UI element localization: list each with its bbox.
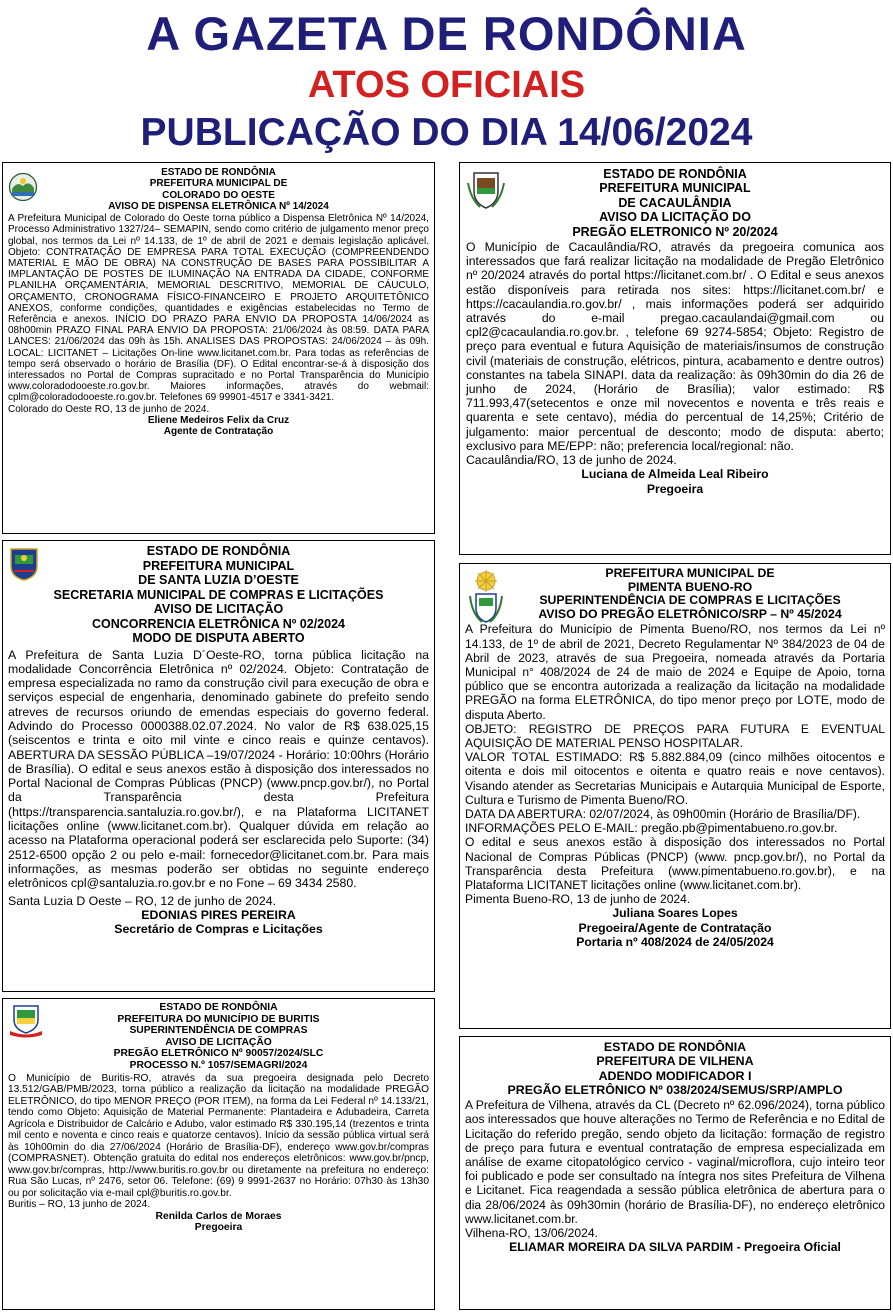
header-line: SECRETARIA MUNICIPAL DE COMPRAS E LICITAÇÕES <box>53 587 384 602</box>
header-line: ESTADO DE RONDÔNIA <box>159 1002 278 1013</box>
header-line: PREFEITURA MUNICIPAL <box>142 558 295 573</box>
signer-ordinance: Portaria nº 408/2024 de 24/05/2024 <box>576 934 774 949</box>
masthead <box>0 0 893 160</box>
notice-colorado-do-oeste <box>2 162 435 534</box>
pimenta-bueno-crest-icon <box>466 568 506 626</box>
header-line: ESTADO DE RONDÔNIA <box>603 1040 747 1054</box>
signer-name: Eliene Medeiros Felix da Cruz <box>147 414 290 426</box>
header-line: PREFEITURA MUNICIPAL DE <box>605 566 775 580</box>
notice-paragraph: VALOR TOTAL ESTIMADO: R$ 5.882.884,09 (cinco milhões oitocentos e oitenta e dois mil oitocentos e oitenta e quatro reais e nove centavos). Visando atender as Secretarias Municipais e Autarquia Municipal de Esporte, Cultura e Turismo de Pimenta Bueno/RO. <box>465 750 885 807</box>
notice-header <box>465 1040 885 1097</box>
header-line: DE CACAULÂNDIA <box>618 195 732 210</box>
signer-role: Secretário de Compras e Licitações <box>114 922 323 937</box>
notice-signature <box>8 415 429 438</box>
newspaper-title: A GAZETA DE RONDÔNIA <box>146 7 747 60</box>
header-line: PREFEITURA DE VILHENA <box>596 1054 754 1069</box>
notice-header <box>8 1002 429 1072</box>
header-line: COLORADO DO OESTE <box>162 189 275 201</box>
header-line: PIMENTA BUENO-RO <box>627 579 753 594</box>
santa-luzia-crest-icon <box>8 546 40 582</box>
header-line: PREFEITURA MUNICIPAL <box>599 181 751 196</box>
notice-paragraph: O edital e seus anexos estão à disposição dos interessados no Portal Nacional de Compras Públicas (PNCP) (www. pncp.gov.br/), no Portal da Transparência desta Prefeitura (www.pimentabueno.ro.gov.br), e na Plataforma LICITANET licitações online (www.licitanet.com.br). <box>465 835 885 893</box>
signer-name: ELIAMAR MOREIRA DA SILVA PARDIM - Pregoeira Oficial <box>509 1240 841 1255</box>
header-line: ESTADO DE RONDÔNIA <box>161 167 276 178</box>
signer-role: Pregoeira/Agente de Contratação <box>578 920 772 935</box>
signer-role: Pregoeira <box>646 481 704 496</box>
notice-buritis <box>2 998 435 1310</box>
notice-header <box>8 544 429 646</box>
header-line: AVISO DE LICITAÇÃO <box>165 1036 272 1048</box>
header-line: DE SANTA LUZIA D’OESTE <box>138 573 299 587</box>
notice-closing: Vilhena-RO, 13/06/2024. <box>465 1226 598 1241</box>
header-line: PREFEITURA DO MUNICÍPIO DE BURITIS <box>117 1013 320 1025</box>
notice-cacaulandia <box>459 162 891 555</box>
header-line: PREGÃO ELETRÔNICO Nº 038/2024/SEMUS/SRP/AMPLO <box>507 1082 843 1097</box>
notice-closing: Pimenta Bueno-RO, 13 de junho de 2024. <box>465 892 691 907</box>
signer-name: Renilda Carlos de Moraes <box>155 1210 282 1222</box>
notice-header <box>465 567 885 621</box>
buritis-crest-icon <box>8 1002 44 1038</box>
notice-signature <box>466 467 884 496</box>
notice-signature <box>8 1211 429 1235</box>
notice-body: A Prefeitura de Santa Luzia D´Oeste-RO, torna pública licitação na modalidade Concorrência Eletrônica nº 02/2024. Objeto: Contratação de empresa especializada no ramo da construção civil para execução de obra e serviços especial de engenharia, denominado gabinete do prefeito sendo atreves de recursos oriundo de emendas especiais do governo federal. Advindo do Processo 0000388.02.07.2024. No valor de R$ 638.025,15 (seiscentos e trinta e oito mil vinte e cinco reais e quinze centavos). ABERTURA DA SESSÃO PÚBLICA –19/07/2024 - Horário: 10:00hrs (Horário de Brasília). O edital e seus anexos estão à disposição dos interessados no Portal Nacional de Compras Públicas (PNCP) (www.pncp.gov.br/), no Portal da Transparência desta Prefeitura (https://transparencia.santaluzia.ro.gov.br/), e na Plataforma LICITANET licitações online (www.licitanet.com.br). Qualquer dúvida em relação ao acesso na Plataforma operacional poderá ser esclarecida pelo Suporte: (34) 2512-6500 opção 2 ou pelo e-mail: fornecedor@licitanet.com.br. Para mais informações, as mesmas poderão ser obtidas no seguinte endereço eletrônicos cpl@santaluzia.ro.gov.br e no Fone – 69 3434 2580. <box>8 647 429 891</box>
header-line: CONCORRENCIA ELETRÔNICA Nº 02/2024 <box>92 616 345 631</box>
header-line: MODO DE DISPUTA ABERTO <box>132 631 305 645</box>
header-line: PREFEITURA MUNICIPAL DE <box>149 178 288 190</box>
notice-vilhena <box>459 1036 891 1310</box>
header-line: AVISO DE LICITAÇÃO <box>153 602 284 616</box>
cacaulandia-crest-icon <box>466 169 506 211</box>
header-line: AVISO DA LICITAÇÃO DO <box>599 210 751 225</box>
header-line: ESTADO DE RONDÔNIA <box>146 544 291 558</box>
section-title: ATOS OFICIAIS <box>307 64 586 106</box>
notice-body: A Prefeitura Municipal de Colorado do Oeste torna público a Dispensa Eletrônica Nº 14/2024, Processo Administrativo 1327/24– SEMAPIN, sendo como critério de julgamento menor preço global, nos termos da Lei nº 14.133, de 1º de abril de 2021 e demais legislação aplicável. Objeto: CONTRATAÇÃO DE EMPRESA PARA TOTAL EXECUÇÃO (COMPREENDENDO MATERIAL E MÃO DE OBRA) NA CONSTRUÇÃO DE BASES PARA POSSIBILITAR A IMPLANTAÇÃO DE POSTES DE ILUMINAÇÃO NA ENTRADA DA CIDADE, CONFORME PLANILHA ORÇAMENTÁRIA, MEMORIAL DESCRITIVO, MEMORIAL DE CÁUCULO, ORÇAMENTO, CRONOGRAMA FÍSICO-FINANCEIRO E PROJETO ARQUITETÔNICO ANEXOS, conforme condições, quantidades e exigências estabelecidas no Termo de Referência e anexos. INÍCIO DO PRAZO PARA ENVIO DA PROPOSTA 14/06/2024 as 08h00min PRAZO FINAL PARA ENVIO DA PROPOSTA: 21/06/2024 às 08:59. DATA PARA LANCES: 21/06/2024 das 09h às 15h. ANALISES DAS PROPOSTAS: 24/06/2024 – às 09h. LOCAL: LICITANET – Licitações On-line www.licitanet.com.br. Para todas as referências de tempo será observado o horário de Brasília (DF). O Edital encontrar-se-á à disposição dos interessados no Portal de Compras supracitado e no Portal Transparência do Município www.coloradodooeste.ro.gov.br. Maiores informações, através do webmail: cplm@coloradodooeste.ro.gov.br. Telefones 69 99901-4517 e 3341-3421. <box>8 213 429 404</box>
signer-name: Juliana Soares Lopes <box>612 906 738 921</box>
header-line: PREGÃO ELETRONICO Nº 20/2024 <box>572 224 778 239</box>
signer-role: Agente de Contratação <box>163 426 274 438</box>
notice-body: A Prefeitura do Município de Pimenta Bueno/RO, nos termos da Lei nº 14.133, de 1º de abril de 2021, Decreto Regulamentar Nº 384/2023 de 04 de Abril de 2023, através de sua Pregoeira, nomeada através da Portaria Municipal n° 408/2024 de 24 de maio de 2024 e Equipe de Apoio, torna público que se encontra autorizada a realização da licitação na modalidade PREGÃO na forma ELETRÔNICA, do tipo menor preço por LOTE, modo de disputa Aberto. <box>465 622 885 722</box>
header-line: ESTADO DE RONDÔNIA <box>603 167 747 181</box>
notice-header <box>466 167 884 239</box>
notice-paragraph: OBJETO: REGISTRO DE PREÇOS PARA FUTURA E EVENTUAL AQUISIÇÃO DE MATERIAL PENSO HOSPITALAR. <box>465 721 885 750</box>
notice-signature <box>465 906 885 949</box>
notice-closing: Cacaulândia/RO, 13 de junho de 2024. <box>466 453 677 468</box>
notice-closing: Colorado do Oeste RO, 13 de junho de 2024. <box>8 403 210 415</box>
notice-pimenta-bueno <box>459 563 891 1029</box>
header-line: ADENDO MODIFICADOR I <box>598 1068 752 1083</box>
header-line: SUPERINTENDÊNCIA DE COMPRAS <box>129 1025 308 1037</box>
signer-name: EDONIAS PIRES PEREIRA <box>141 907 296 922</box>
notice-santa-luzia <box>2 540 435 992</box>
notice-signature <box>8 908 429 937</box>
header-line: PROCESSO N.º 1057/SEMAGRI/2024 <box>129 1059 308 1071</box>
signer-role: Pregoeira <box>194 1222 243 1234</box>
publication-date: PUBLICAÇÃO DO DIA 14/06/2024 <box>140 111 753 154</box>
notice-header <box>8 167 429 212</box>
notice-closing: Buritis – RO, 13 junho de 2024. <box>8 1199 151 1211</box>
signer-name: Luciana de Almeida Leal Ribeiro <box>581 467 769 482</box>
notice-signature <box>465 1240 885 1255</box>
header-line: AVISO DE DISPENSA ELETRÔNICA Nº 14/2024 <box>108 200 329 212</box>
notice-body: O Município de Cacaulândia/RO, através da pregoeira comunica aos interessados que fará realizar licitação na modalidade de Pregão Eletrônico nº 20/2024 através do portal https://licitanet.com.br/ . O Edital e seus anexos estão disponíveis para retirada nos sites: https://licitanet.com.br/ e https://cacaulandia.ro.gov.br/ , mais informações poderá ser adquirido através do e-mail pregao.cacaulandai@gmail.com ou cpl2@cacaulandia.ro.gov.br. , telefone 69 9274-5854; Objeto: Registro de preço para eventual e futura Aquisição de materiais/insumos de construção civil (materiais de construção, elétricos, pintura, acabamento e dentre outros) constantes na tabela SINAPI. data da realização: às 09h30min do dia 26 de junho de 2024, (Horário de Brasília); valor estimado: R$ 711.993,47(setecentos e onze mil novecentos e noventa e três reais e quarenta e sete centavo), média do percentual de 14,25%; Critério de julgamento: maior percentual de desconto; modo de disputa: aberto; exclusivo para ME/EPP: não; preferencia local/regional: não. <box>466 240 884 453</box>
header-line: SUPERINTENDÊNCIA DE COMPRAS E LICITAÇÕES <box>539 593 841 608</box>
colorado-crest-icon <box>8 172 38 202</box>
header-line: PREGÃO ELETRÔNICO Nº 90057/2024/SLC <box>113 1048 324 1060</box>
notice-closing: Santa Luzia D Oeste – RO, 12 de junho de 2024. <box>8 893 276 908</box>
notice-body: A Prefeitura de Vilhena, através da CL (Decreto nº 62.096/2024), torna público aos interessados que houve alterações no Termo de Referência e no Edital de Licitação do referido pregão, sendo objeto da licitação: formação de registro de preço para futura e eventual contratação de empresa especializada em análise de exame citopatológico cervico - vaginal/microflora, cujo inteiro teor foi publicado e pode ser consultado na íntegra nos sites Prefeitura de Vilhena e Licitanet. Fica reagendada a sessão pública eletrônica de abertura para o dia 28/06/2024 às 09h30min (horário de Brasília-DF), no endereço eletrônico www.licitanet.com.br. <box>465 1098 885 1226</box>
notice-body: O Município de Buritis-RO, através da sua pregoeira designada pelo Decreto 13.512/GAB/PMB/2023, torna público a realização da licitação na modalidade PREGÃO ELETRÔNICO, do tipo MENOR PREÇO (POR ITEM), na forma da Lei Federal nº 14.133/21, tendo como Objeto: Aquisição de Material Permanente: Plantadeira e Adubadeira, Carreta Agrícola e Distribuidor de Calcário e Adubo, valor estimado R$ 330.195,14 (trezentos e trinta mil cento e noventa e cinco reais e quatorze centavos). Início da sessão pública virtual será às 10h00min do dia 27/06/2024 (Horário de Brasília-DF), endereço www.gov.br/compras (COMPRASNET). Obtenção gratuita do edital nos endereços eletrônicos: www.gov.br/pncp, www.gov.br/compras, http://www.buritis.ro.gov.br ou diretamente na prefeitura no endereço: Rua São Lucas, nº 2476, setor 06. Telefone: (69) 9 9991-2637 no Horário: 07h30 às 13h30 ou por solicitação via e-mail cpl@buritis.ro.gov.br. <box>8 1072 429 1199</box>
header-line: AVISO DO PREGÃO ELETRÔNICO/SRP – Nº 45/2024 <box>538 606 842 621</box>
notice-paragraph: INFORMAÇÕES PELO E-MAIL: pregão.pb@pimentabueno.ro.gov.br. <box>465 821 838 836</box>
notice-paragraph: DATA DA ABERTURA: 02/07/2024, às 09h00min (Horário de Brasília/DF). <box>465 807 861 822</box>
